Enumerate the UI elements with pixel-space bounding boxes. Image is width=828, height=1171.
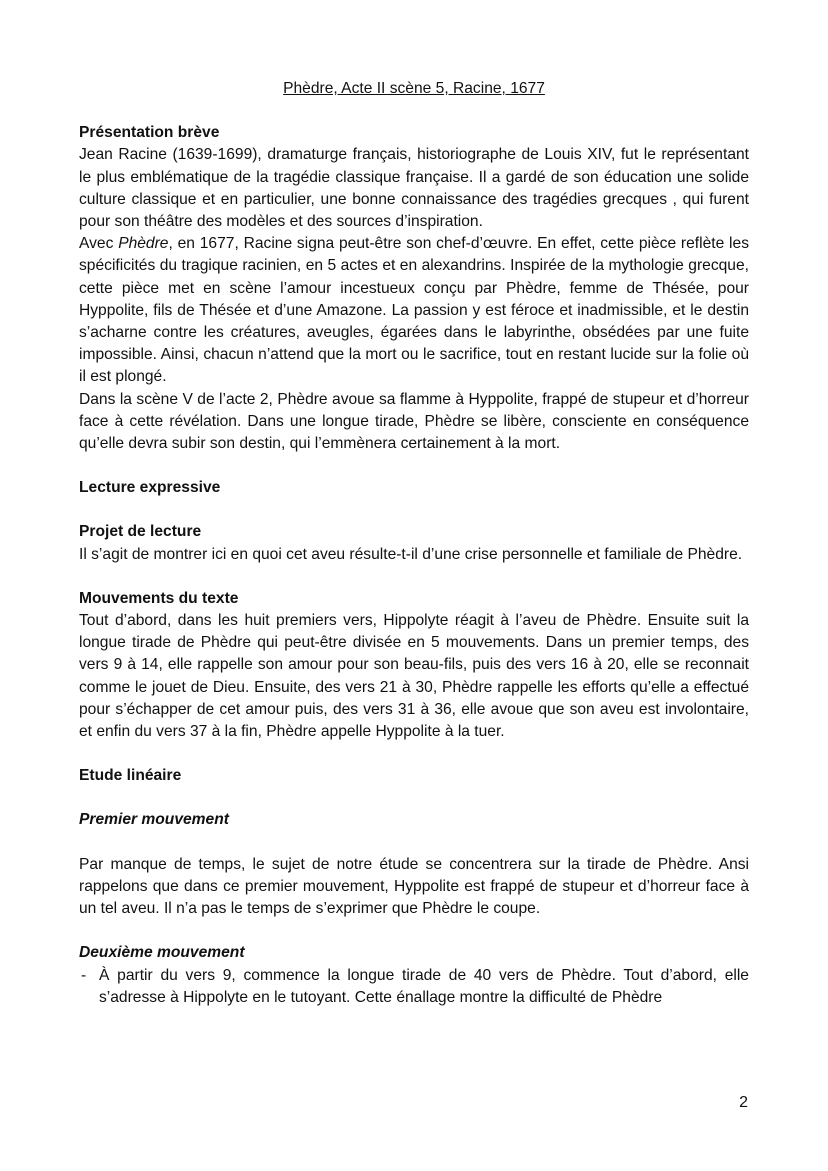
bullet-text: À partir du vers 9, commence la longue tirade de 40 vers de Phèdre. Tout d’abord, elle s’adresse à Hippolyte en le tutoyant. Cette énallage montre la difficulté de Phèdre [99,966,749,1006]
paragraph-presentation-3: Dans la scène V de l’acte 2, Phèdre avoue sa flamme à Hyppolite, frappé de stupeur et d’horreur face à cette révélation. Dans une longue tirade, Phèdre se libère, consciente en conséquence qu’elle devra subir son destin, qui l’emmènera certainement à la mort. [79,390,749,453]
document-title: Phèdre, Acte II scène 5, Racine, 1677 [283,80,545,97]
text-segment: , en 1677, Racine signa peut-être son chef-d’œuvre. En effet, cette pièce reflète les spécificités du tragique racinien, en 5 actes et en alexandrins. Inspirée de la mythologie grecque, cette pièce met en scène l’amour incestueux conçu par Phèdre, femme de Thésée, pour Hyppolite, fils de Thésée et d’une Amazone. La passion y est féroce et inadmissible, et le destin s’acharne contre les créatures, aveugles, égarées dans le labyrinthe, obsédées par une fuite impossible. Ainsi, chacun n’attend que la mort ou le sacrifice, tout en restant lucide sur la folie où il est plongé. [79,235,749,386]
document-page [79,78,749,1009]
page-number: 2 [739,1094,748,1111]
paragraph-mouvements: Tout d’abord, dans les huit premiers vers, Hippolyte réagit à l’aveu de Phèdre. Ensuite suit la longue tirade de Phèdre qui peut-être divisée en 5 mouvements. Dans un premier temps, des vers 9 à 14, elle rappelle son amour pour son beau-fils, puis des vers 16 à 20, elle se reconnait comme le jouet de Dieu. Ensuite, des vers 21 à 30, Phèdre rappelle les efforts qu’elle a effectué pour s’échapper de cet amour puis, des vers 31 à 36, elle avoue que son aveu est involontaire, et enfin du vers 37 à la fin, Phèdre appelle Hyppolite à la tuer. [79,612,749,741]
text-segment: Avec [79,235,119,253]
spacer [79,455,749,477]
paragraph-presentation-1: Jean Racine (1639-1699), dramaturge français, historiographe de Louis XIV, fut le représentant le plus emblématique de la tragédie classique française. Il a gardé de son éducation une solide culture classique et en particulier, une bonne connaissance des tragédies grecques , qui furent pour son théâtre des modèles et des sources d’inspiration. [79,146,749,231]
paragraph-presentation-2 [79,233,749,388]
spacer [79,743,749,765]
paragraph-premier-mouvement: Par manque de temps, le sujet de notre étude se concentrera sur la tirade de Phèdre. Ansi rappelons que dans ce premier mouvement, Hyppolite est frappé de stupeur et d’horreur face à un tel aveu. Il n’a pas le temps de s’exprimer que Phèdre le coupe. [79,855,749,918]
spacer [79,787,749,809]
list-item [79,965,749,1009]
heading-deuxieme-mouvement: Deuxième mouvement [79,944,245,962]
heading-projet-lecture: Projet de lecture [79,523,202,541]
spacer [79,832,749,854]
spacer [79,499,749,521]
bullet-dash: - [81,966,87,984]
spacer [79,920,749,942]
heading-premier-mouvement: Premier mouvement [79,811,229,829]
heading-presentation: Présentation brève [79,124,220,142]
heading-etude-lineaire: Etude linéaire [79,767,182,785]
heading-mouvements: Mouvements du texte [79,589,239,607]
paragraph-projet: Il s’agit de montrer ici en quoi cet aveu résulte-t-il d’une crise personnelle et familiale de Phèdre. [79,545,743,563]
spacer [79,566,749,588]
heading-lecture-expressive: Lecture expressive [79,479,221,497]
play-title-italic: Phèdre [118,235,169,253]
